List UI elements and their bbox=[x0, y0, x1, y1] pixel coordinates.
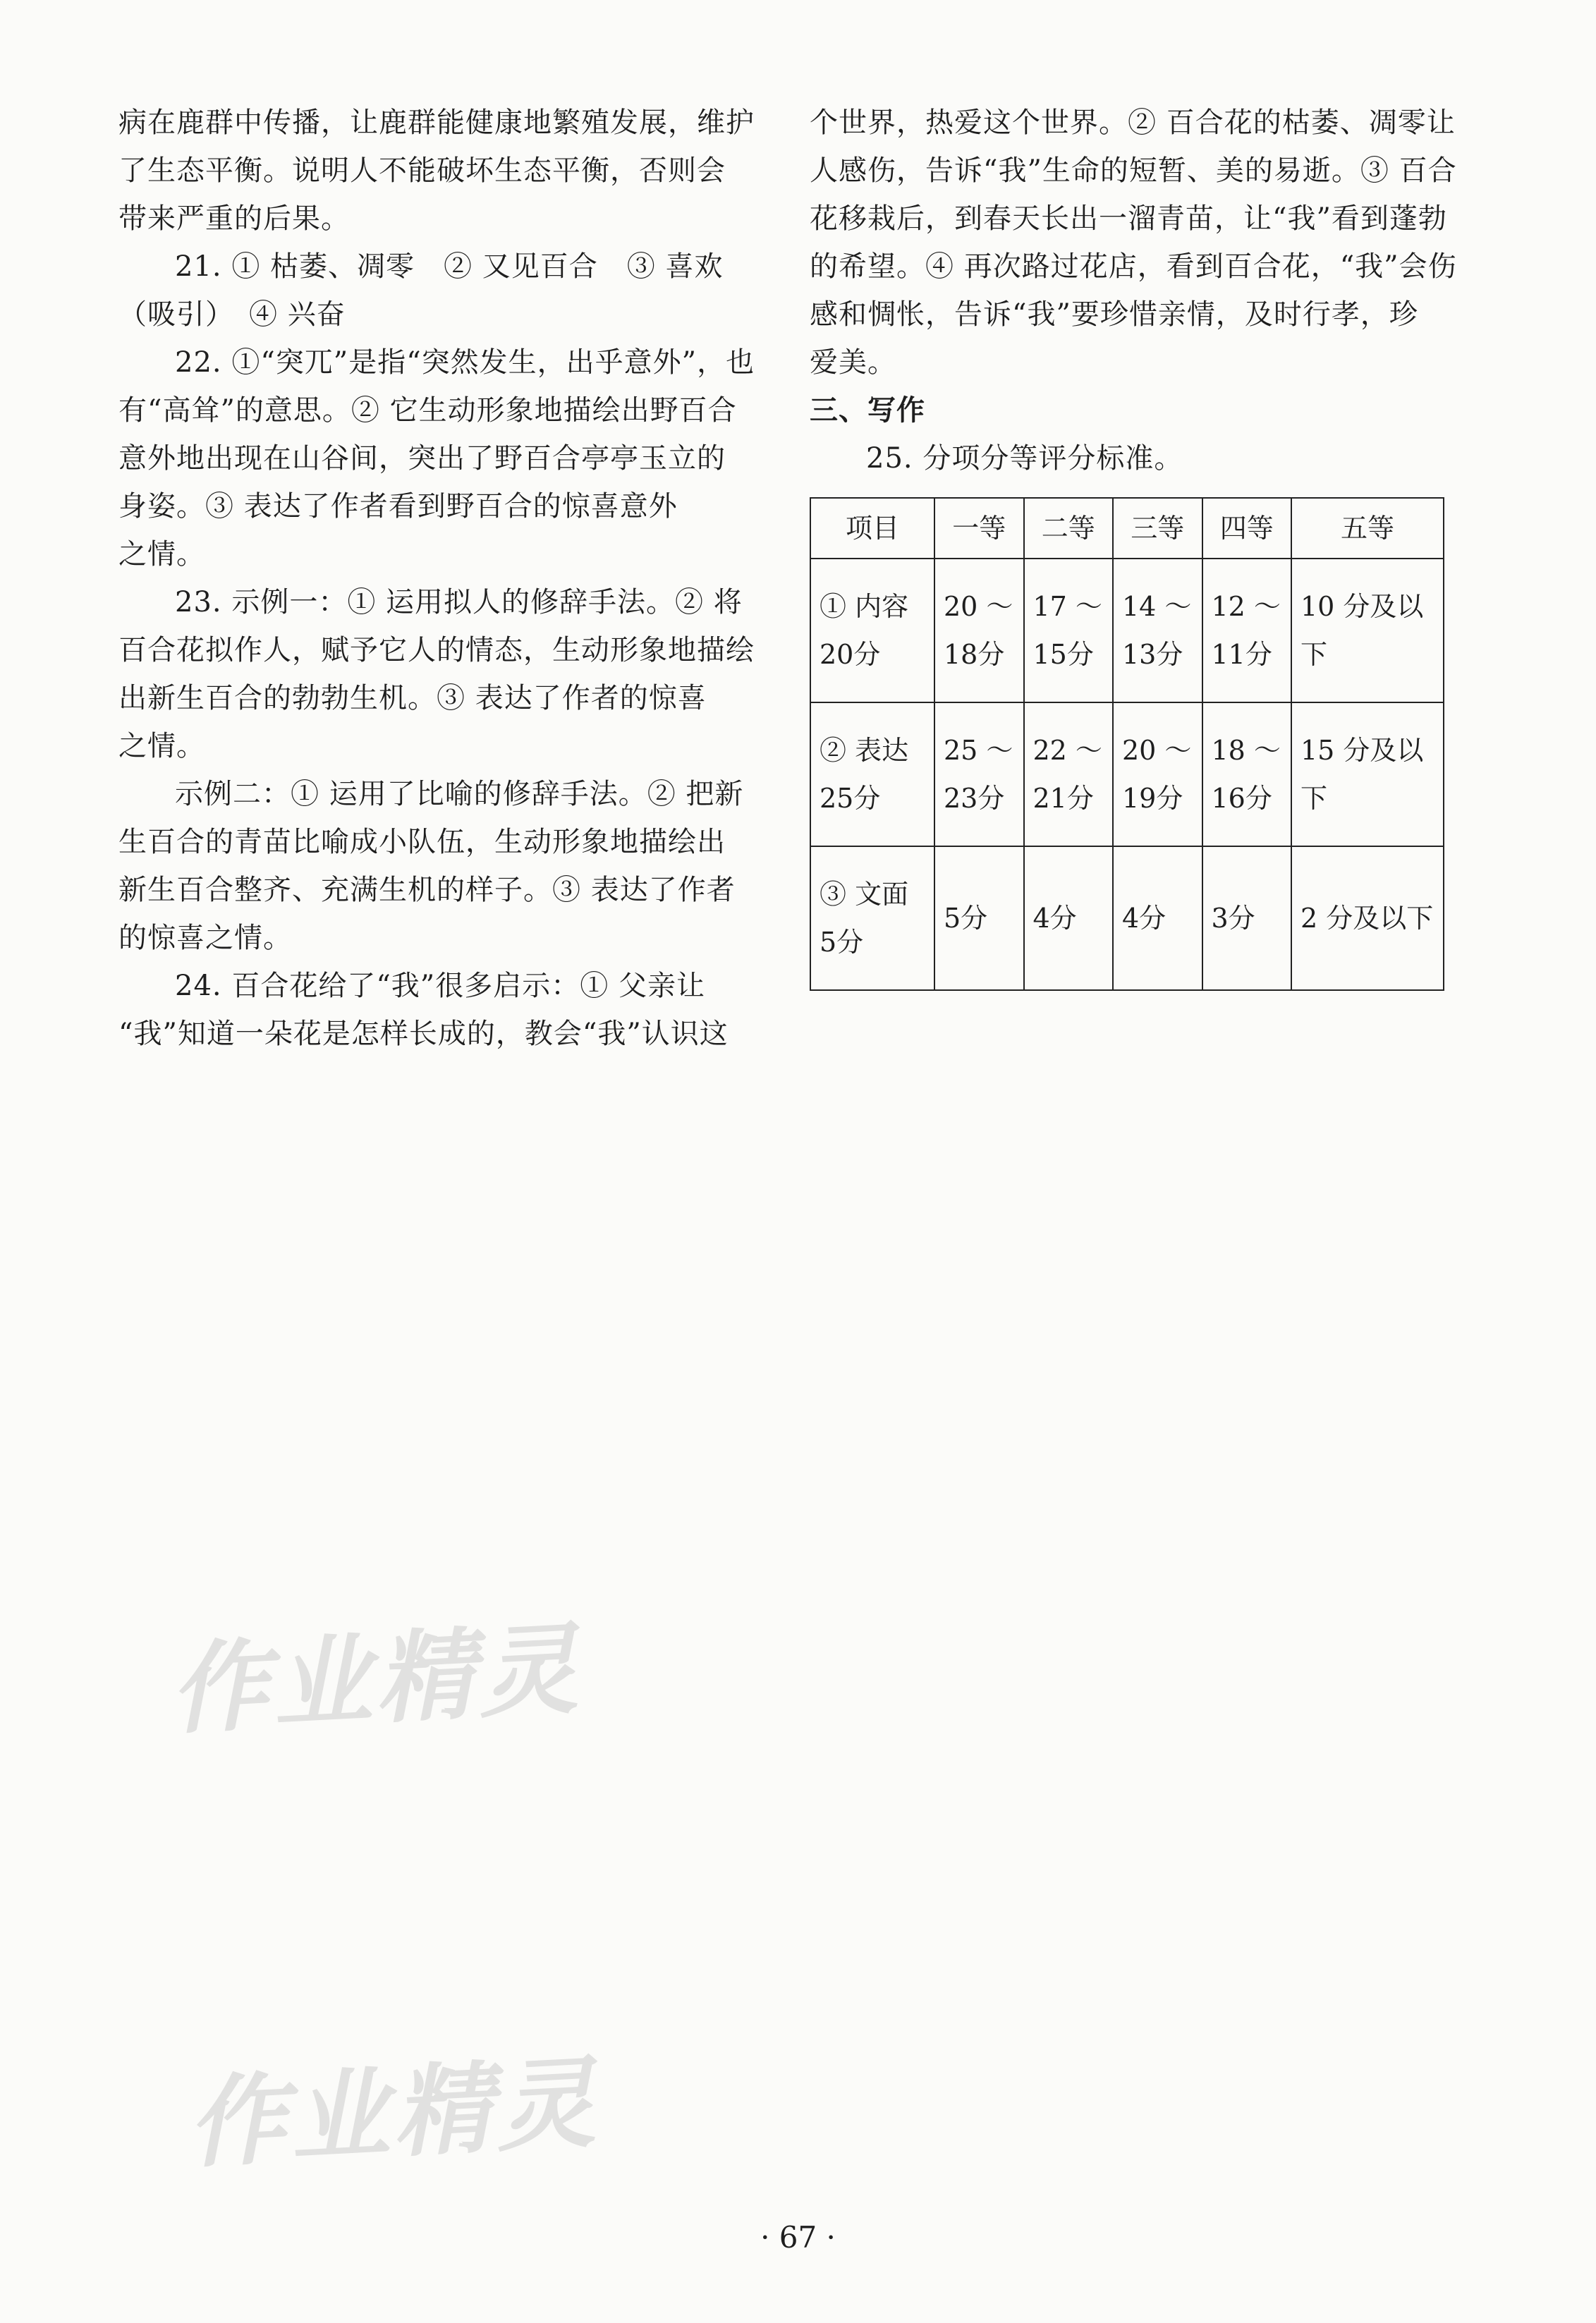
table-cell: 3分 bbox=[1202, 846, 1292, 990]
table-cell: ② 表达 25分 bbox=[810, 702, 934, 846]
table-cell: 4分 bbox=[1024, 846, 1114, 990]
table-header-cell: 四等 bbox=[1202, 498, 1292, 559]
text-line: 带来严重的后果。 bbox=[118, 202, 350, 235]
table-cell: 25 ～ 23分 bbox=[934, 702, 1024, 846]
right-column bbox=[810, 99, 1457, 482]
text-line: 了生态平衡。说明人不能破坏生态平衡，否则会 bbox=[118, 154, 726, 187]
watermark-logo: 作业精灵 bbox=[166, 1611, 585, 1749]
table-header-cell: 一等 bbox=[934, 498, 1024, 559]
text-line: （吸引） ④ 兴奋 bbox=[118, 298, 346, 331]
text-line: 24. 百合花给了“我”很多启示：① 父亲让 bbox=[175, 970, 705, 1002]
table-cell: 4分 bbox=[1113, 846, 1202, 990]
table-header-cell: 三等 bbox=[1113, 498, 1202, 559]
table-cell: 14 ～ 13分 bbox=[1113, 559, 1202, 702]
question-intro: 25. 分项分等评分标准。 bbox=[866, 442, 1183, 475]
text-line: 个世界，热爱这个世界。② 百合花的枯萎、凋零让 bbox=[810, 106, 1456, 139]
text-line: “我”知道一朵花是怎样长成的，教会“我”认识这 bbox=[118, 1018, 729, 1050]
table-cell: 10 分及以下 bbox=[1291, 559, 1444, 702]
text-line: 之情。 bbox=[118, 538, 205, 571]
page-number: · 67 · bbox=[760, 2220, 836, 2255]
text-line: 的希望。④ 再次路过花店，看到百合花，“我”会伤 bbox=[810, 250, 1457, 283]
section-heading: 三、写作 bbox=[810, 394, 925, 427]
table-row bbox=[810, 702, 1444, 846]
text-line: 有“高耸”的意思。② 它生动形象地描绘出野百合 bbox=[118, 394, 737, 427]
table-cell: 20 ～ 18分 bbox=[934, 559, 1024, 702]
table-cell: 5分 bbox=[934, 846, 1024, 990]
text-line: 身姿。③ 表达了作者看到野百合的惊喜意外 bbox=[118, 490, 678, 523]
table-header-cell: 二等 bbox=[1024, 498, 1114, 559]
table-cell: 22 ～ 21分 bbox=[1024, 702, 1114, 846]
table-row bbox=[810, 559, 1444, 702]
table-cell: ① 内容 20分 bbox=[810, 559, 934, 702]
text-line: 之情。 bbox=[118, 730, 205, 762]
table-header-cell: 五等 bbox=[1291, 498, 1444, 559]
text-line: 的惊喜之情。 bbox=[118, 922, 292, 954]
text-line: 示例二：① 运用了比喻的修辞手法。② 把新 bbox=[175, 778, 744, 810]
table-cell: 18 ～ 16分 bbox=[1202, 702, 1292, 846]
scoring-table bbox=[810, 497, 1444, 991]
table-cell: 12 ～ 11分 bbox=[1202, 559, 1292, 702]
table-cell: 20 ～ 19分 bbox=[1113, 702, 1202, 846]
table-cell: 17 ～ 15分 bbox=[1024, 559, 1114, 702]
table-cell: ③ 文面 5分 bbox=[810, 846, 934, 990]
text-line: 22. ①“突兀”是指“突然发生，出乎意外”，也 bbox=[175, 346, 755, 379]
text-line: 新生百合整齐、充满生机的样子。③ 表达了作者 bbox=[118, 874, 736, 906]
watermark-logo: 作业精灵 bbox=[184, 2045, 602, 2183]
text-line: 出新生百合的勃勃生机。③ 表达了作者的惊喜 bbox=[118, 682, 707, 714]
text-line: 病在鹿群中传播，让鹿群能健康地繁殖发展，维护 bbox=[118, 106, 755, 139]
text-line: 生百合的青苗比喻成小队伍，生动形象地描绘出 bbox=[118, 826, 726, 858]
table-header-cell: 项目 bbox=[810, 498, 934, 559]
table-cell: 15 分及以下 bbox=[1291, 702, 1444, 846]
text-line: 人感伤，告诉“我”生命的短暂、美的易逝。③ 百合 bbox=[810, 154, 1457, 187]
text-line: 23. 示例一：① 运用拟人的修辞手法。② 将 bbox=[175, 586, 743, 618]
text-line: 爱美。 bbox=[810, 346, 896, 379]
table-row bbox=[810, 846, 1444, 990]
left-column bbox=[118, 99, 753, 1058]
table-header-row bbox=[810, 498, 1444, 559]
table-cell: 2 分及以下 bbox=[1291, 846, 1444, 990]
text-line: 花移栽后，到春天长出一溜青苗，让“我”看到蓬勃 bbox=[810, 202, 1447, 235]
text-line: 感和惆怅，告诉“我”要珍惜亲情，及时行孝，珍 bbox=[810, 298, 1418, 331]
text-line: 21. ① 枯萎、凋零 ② 又见百合 ③ 喜欢 bbox=[175, 250, 724, 283]
text-line: 百合花拟作人，赋予它人的情态，生动形象地描绘 bbox=[118, 634, 755, 666]
text-line: 意外地出现在山谷间，突出了野百合亭亭玉立的 bbox=[118, 442, 726, 475]
